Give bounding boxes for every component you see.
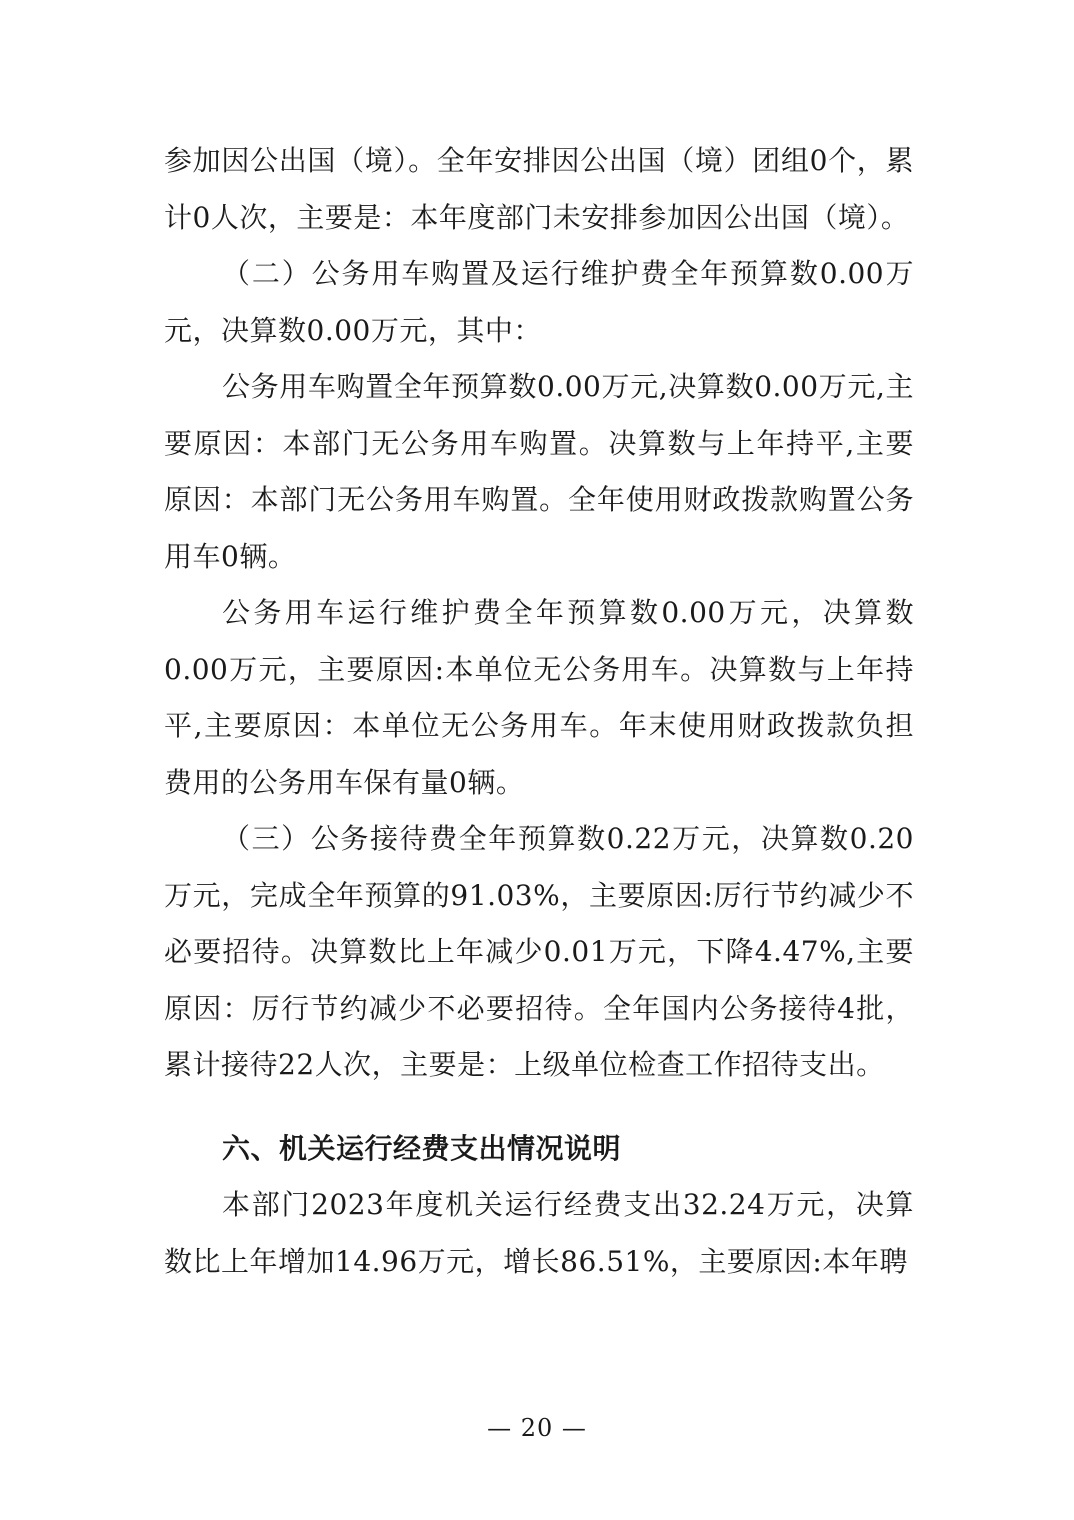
- paragraph-vehicle-summary: （二）公务用车购置及运行维护费全年预算数0.00万元，决算数0.00万元，其中：: [164, 257, 914, 347]
- paragraph-vehicle-maintenance: 公务用车运行维护费全年预算数0.00万元，决算数0.00万元，主要原因:本单位无公务用车。决算数与上年持平,主要原因：本单位无公务用车。年末使用财政拨款负担费用的公务用车保有量0辆。: [164, 596, 914, 799]
- page-number: — 20 —: [487, 1414, 587, 1442]
- paragraph-reception-expenses: （三）公务接待费全年预算数0.22万元，决算数0.20万元，完成全年预算的91.03%，主要原因:厉行节约减少不必要招待。决算数比上年减少0.01万元，下降4.47%,主要原因：厉行节约减少不必要招待。全年国内公务接待4批，累计接待22人次，主要是：上级单位检查工作招待支出。: [164, 822, 914, 1081]
- page-body: [164, 133, 914, 1290]
- paragraph-overseas-trips: 参加因公出国（境）。全年安排因公出国（境）团组0个，累计0人次，主要是：本年度部门未安排参加因公出国（境）。: [164, 144, 914, 234]
- paragraph-vehicle-purchase: 公务用车购置全年预算数0.00万元,决算数0.00万元,主要原因：本部门无公务用车购置。决算数与上年持平,主要原因：本部门无公务用车购置。全年使用财政拨款购置公务用车0辆。: [164, 370, 914, 573]
- section-heading: 六、机关运行经费支出情况说明: [222, 1131, 622, 1165]
- paragraph-operating-expenses: 本部门2023年度机关运行经费支出32.24万元，决算数比上年增加14.96万元，增长86.51%，主要原因:本年聘: [164, 1188, 914, 1278]
